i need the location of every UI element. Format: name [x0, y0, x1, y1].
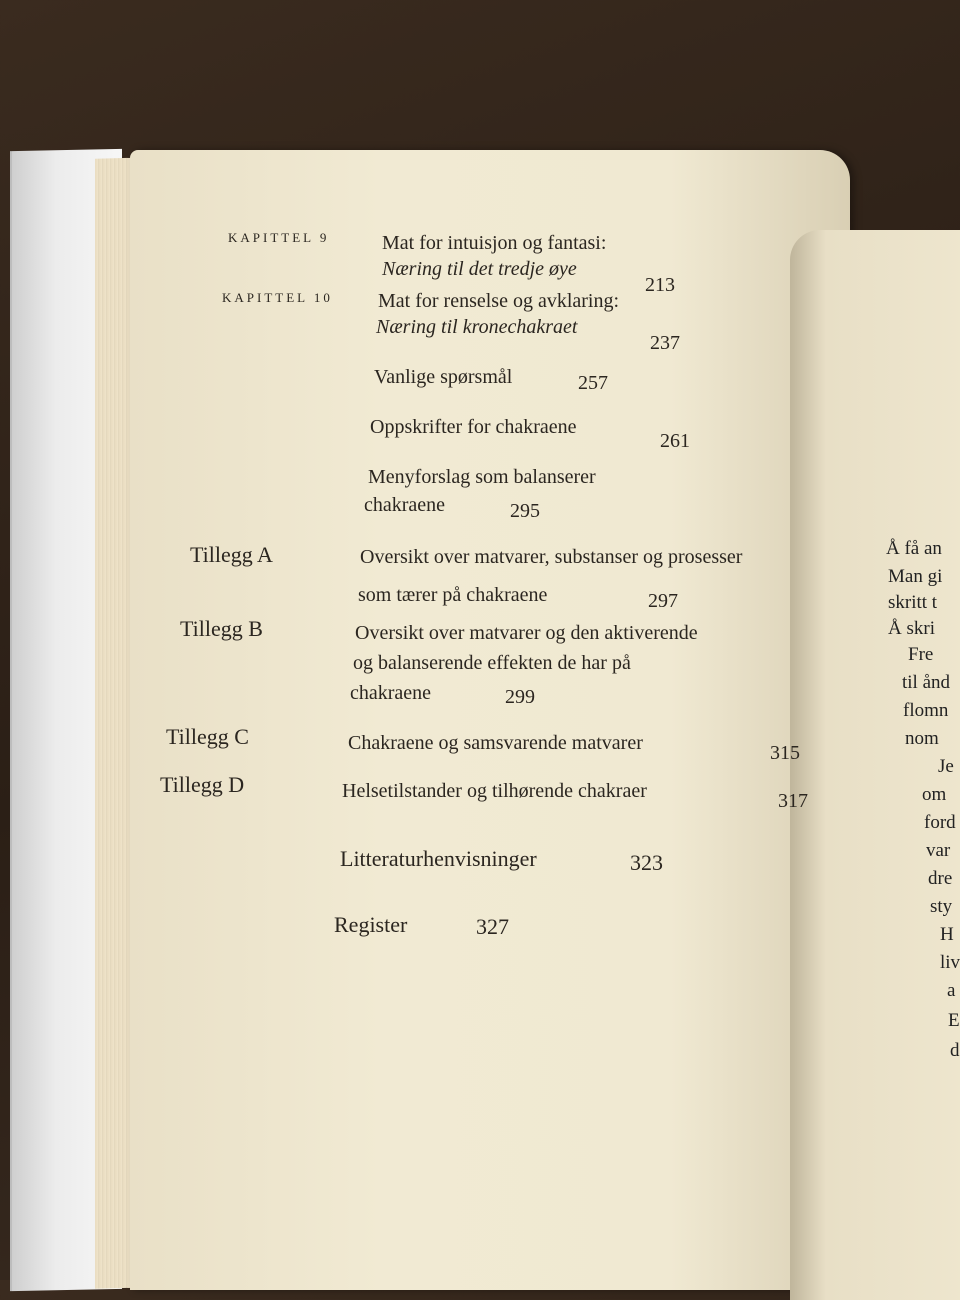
right-page-line: til ånd	[902, 672, 951, 693]
chapter-subtitle: Næring til kronechakraet	[376, 316, 578, 338]
toc-entry-title: Litteraturhenvisninger	[340, 846, 537, 871]
page-number: 237	[650, 332, 680, 354]
appendix-label: Tillegg B	[180, 616, 263, 641]
toc-entry-title-cont: chakraene	[364, 494, 446, 516]
page-number: 213	[645, 274, 675, 296]
page-number: 323	[630, 850, 663, 875]
toc-entry-title: Vanlige spørsmål	[374, 366, 513, 388]
toc-entry-title: Helsetilstander og tilhørende chakraer	[342, 780, 647, 802]
appendix-label: Tillegg C	[166, 724, 249, 749]
toc-entry-title: Oversikt over matvarer og den aktiverende	[355, 622, 698, 644]
right-page-line: Man gi	[888, 566, 943, 587]
right-page-line: Å skri	[888, 618, 935, 639]
appendix-label: Tillegg D	[160, 772, 245, 797]
right-page-line: liv	[940, 952, 960, 973]
page-number: 299	[505, 686, 535, 708]
right-page-line: Å få an	[886, 538, 942, 559]
right-page-line: a	[947, 980, 956, 1001]
right-page-line: Je	[938, 756, 954, 777]
right-page-line: Fre	[908, 644, 934, 665]
right-page-line: dre	[928, 868, 953, 889]
page-number: 327	[476, 914, 509, 939]
right-page-line: flomn	[903, 700, 949, 721]
right-page-line: d	[950, 1040, 960, 1061]
right-page-line: sty	[930, 896, 953, 917]
toc-entry-title: Menyforslag som balanserer	[368, 466, 596, 488]
right-page-line: H	[940, 924, 954, 945]
toc-entry-title: Oversikt over matvarer, substanser og prosesser	[360, 546, 743, 568]
page-number: 295	[510, 500, 540, 522]
page-number: 257	[578, 372, 608, 394]
page-number: 317	[778, 790, 808, 812]
right-page-line: E	[948, 1010, 960, 1031]
chapter-label: KAPITTEL 9	[228, 230, 330, 245]
toc-entry-title: Oppskrifter for chakraene	[370, 416, 577, 438]
appendix-label: Tillegg A	[190, 542, 273, 567]
right-page-line: om	[922, 784, 947, 805]
toc-entry-title-cont: som tærer på chakraene	[358, 584, 548, 606]
toc-entry-title: Register	[334, 912, 408, 937]
right-page-line: var	[926, 840, 951, 861]
right-page-line: ford	[924, 812, 956, 833]
chapter-label: KAPITTEL 10	[222, 290, 333, 305]
chapter-title: Mat for intuisjon og fantasi:	[382, 232, 607, 254]
toc-entry-title-cont: og balanserende effekten de har på	[353, 652, 631, 674]
right-page-line: nom	[905, 728, 939, 749]
toc-entry-title: Chakraene og samsvarende matvarer	[348, 732, 643, 754]
page-number: 315	[770, 742, 800, 764]
toc-entry-title-cont: chakraene	[350, 682, 432, 704]
chapter-title: Mat for renselse og avklaring:	[378, 290, 620, 312]
page-number: 297	[648, 590, 678, 612]
right-page-line: skritt t	[888, 592, 938, 613]
page-number: 261	[660, 430, 690, 452]
chapter-subtitle: Næring til det tredje øye	[382, 258, 577, 280]
